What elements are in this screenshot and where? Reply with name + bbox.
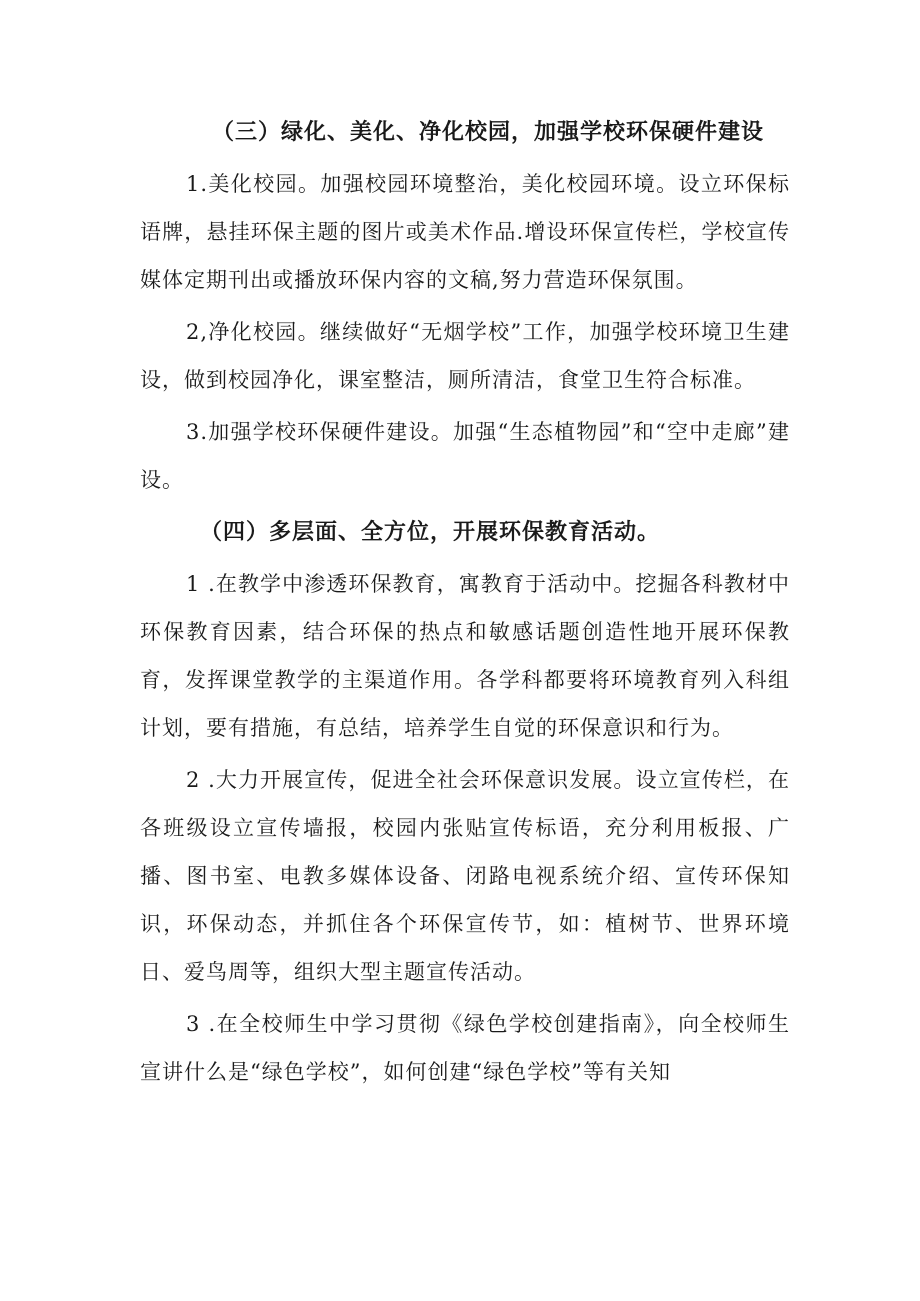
section-3-paragraph-3: 3.加强学校环保硬件建设。加强“生态植物园”和“空中走廊”建设。 [140, 420, 790, 492]
section-3-paragraph-1: 1.美化校园。加强校园环境整治，美化校园环境。设立环保标语牌，悬挂环保主题的图片或美术作品.增设环保宣传栏，学校宣传媒体定期刊出或播放环保内容的文稿,努力营造环保氛围。 [140, 172, 790, 292]
section-3-heading: （三）绿化、美化、净化校园，加强学校环保硬件建设 [212, 119, 765, 145]
document-body [140, 108, 790, 1100]
section-4-paragraph-3: 3 .在全校师生中学习贯彻《绿色学校创建指南》，向全校师生宣讲什么是“绿色学校”，如何创建“绿色学校”等有关知 [140, 1012, 790, 1084]
section-4-paragraph-1: 1 .在教学中渗透环保教育，寓教育于活动中。挖掘各科教材中环保教育因素，结合环保的热点和敏感话题创造性地开展环保教育，发挥课堂教学的主渠道作用。各学科都要将环境教育列入科组计划，要有措施，有总结，培养学生自觉的环保意识和行为。 [140, 572, 790, 740]
section-4-paragraph-2: 2 .大力开展宣传，促进全社会环保意识发展。设立宣传栏，在各班级设立宣传墙报，校园内张贴宣传标语，充分利用板报、广播、图书室、电教多媒体设备、闭路电视系统介绍、宣传环保知识，环保动态，并抓住各个环保宣传节，如：植树节、世界环境日、爱鸟周等，组织大型主题宣传活动。 [140, 768, 790, 984]
section-3-paragraph-2: 2,净化校园。继续做好“无烟学校”工作，加强学校环境卫生建设，做到校园净化，课室整洁，厕所清洁，食堂卫生符合标准。 [140, 320, 790, 392]
section-4-heading: （四）多层面、全方位，开展环保教育活动。 [200, 519, 661, 545]
